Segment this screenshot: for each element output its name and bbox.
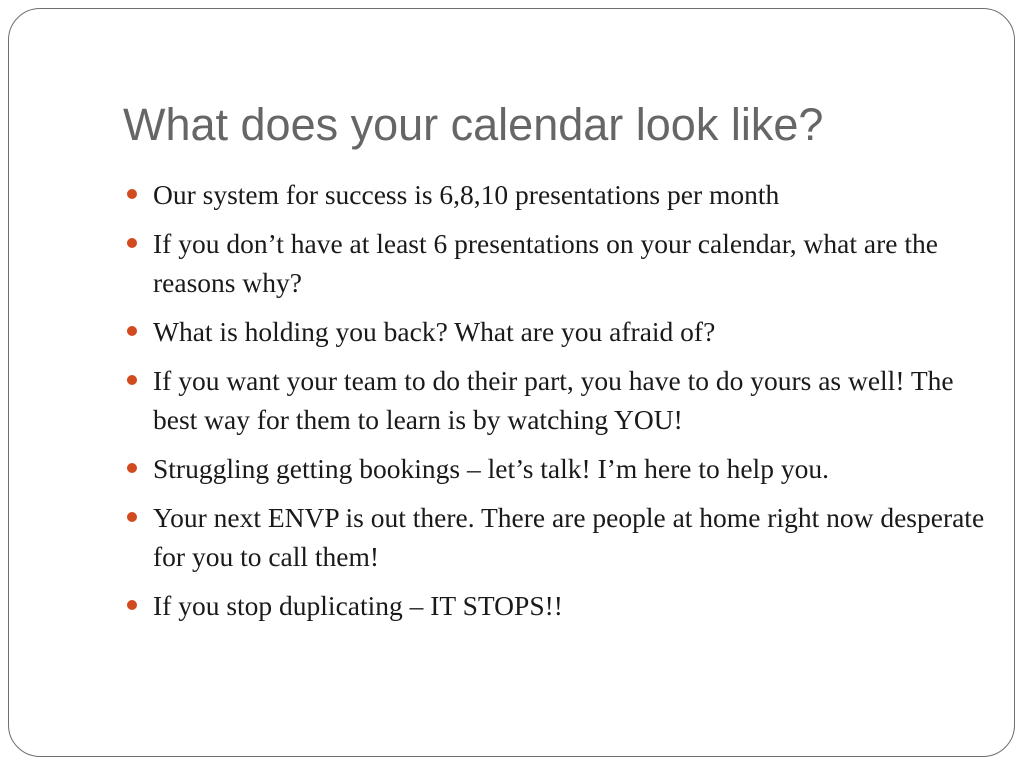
bullet-item (123, 449, 993, 488)
bullet-text: Our system for success is 6,8,10 presentations per month (153, 179, 780, 210)
bullet-list (123, 175, 993, 635)
bullet-item (123, 498, 993, 576)
bullet-item (123, 224, 993, 302)
bullet-item (123, 586, 993, 625)
slide-frame (8, 8, 1015, 757)
bullet-text: If you don’t have at least 6 presentations on your calendar, what are the reasons why? (153, 228, 938, 298)
bullet-text: Your next ENVP is out there. There are people at home right now desperate for you to call them! (153, 502, 985, 572)
bullet-item (123, 312, 993, 351)
bullet-text: If you stop duplicating – IT STOPS!! (153, 590, 563, 621)
bullet-dot-icon (127, 600, 137, 610)
bullet-text: Struggling getting bookings – let’s talk! I’m here to help you. (153, 453, 829, 484)
bullet-dot-icon (127, 189, 137, 199)
bullet-dot-icon (127, 512, 137, 522)
bullet-text: What is holding you back? What are you afraid of? (153, 316, 716, 347)
bullet-dot-icon (127, 375, 137, 385)
bullet-item (123, 175, 993, 214)
slide-title: What does your calendar look like? (123, 99, 824, 150)
bullet-item (123, 361, 993, 439)
bullet-dot-icon (127, 326, 137, 336)
bullet-text: If you want your team to do their part, you have to do yours as well! The best way for them to learn is by watching YOU! (153, 365, 954, 435)
bullet-dot-icon (127, 463, 137, 473)
bullet-dot-icon (127, 238, 137, 248)
